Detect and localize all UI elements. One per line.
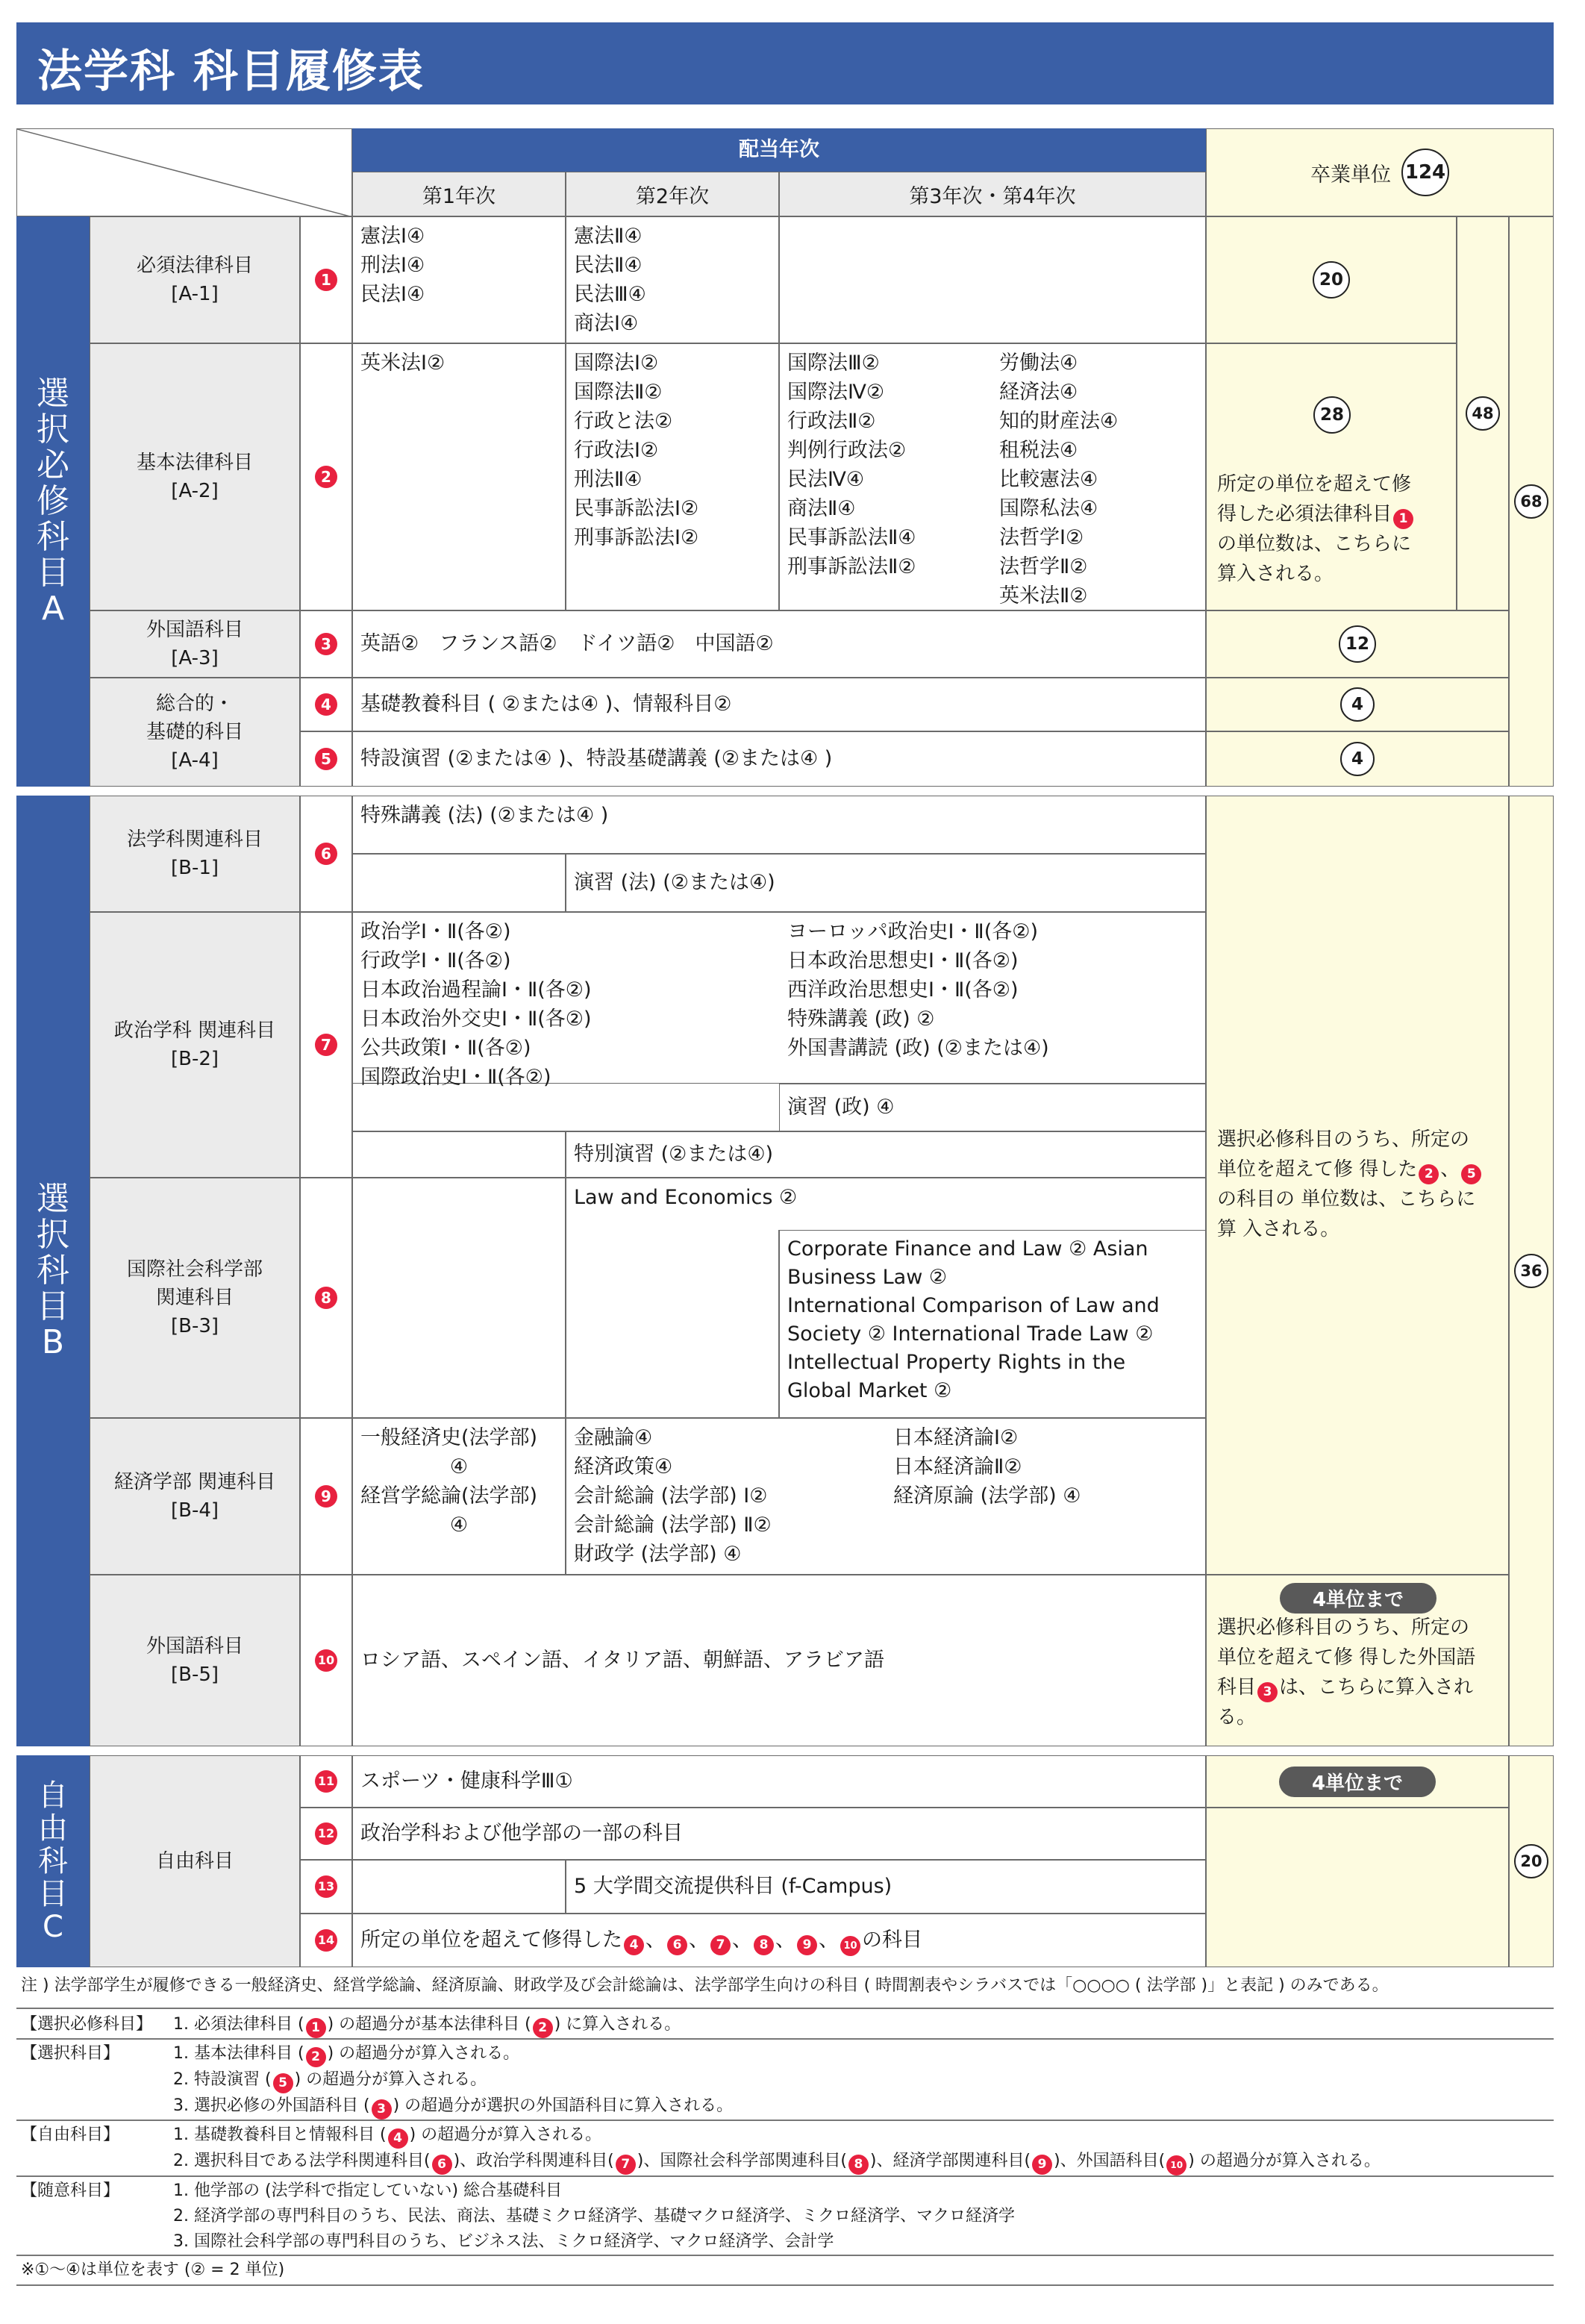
year2-header: 第2年次 (566, 172, 779, 216)
cat-b2: 政治学科 関連科目 [B-2] (90, 912, 300, 1178)
note-row-3: 【自由科目】 1. 基礎教養科目と情報科目 ( 4 ) の超過分が算入される。 2. 選択科目である法学科関連科目( 6 )、政治学科関連科目( 7 )、国際社会科学部関連科目( 8 )、経済学部関連科目( 9 )、外国語科目( 10 ) の超過分が算入される。 (16, 2120, 1554, 2175)
year1-header: 第1年次 (352, 172, 566, 216)
section-c-table (16, 1755, 1554, 1967)
num-b4: 9 (300, 1418, 352, 1575)
a2-year2: 国際法Ⅰ② 国際法Ⅱ② 行政と法② 行政法Ⅰ② 刑法Ⅱ④ 民事訴訟法Ⅰ② 刑事訴訟法Ⅰ② (566, 343, 779, 610)
a2-year34: 国際法Ⅲ② 国際法Ⅳ② 行政法Ⅱ② 判例行政法② 民法Ⅳ④ 商法Ⅱ④ 民事訴訟法Ⅱ④ 刑事訴訟法Ⅱ② 労働法④ 経済法④ 知的財産法④ 租税法④ 比較憲法④ 国際私法④ 法哲学Ⅰ② 法哲学Ⅱ② 英米法Ⅱ② (779, 343, 1206, 610)
c12-text: 政治学科および他学部の一部の科目 (352, 1808, 1206, 1860)
num-b5: 10 (300, 1575, 352, 1746)
cat-a1: 必須法律科目 [A-1] (90, 216, 300, 343)
years-header: 配当年次 (352, 128, 1206, 172)
cat-a2: 基本法律科目 [A-2] (90, 343, 300, 610)
b1-year1-blank (352, 854, 566, 912)
a1-year1: 憲法Ⅰ④ 刑法Ⅰ④ 民法Ⅰ④ (352, 216, 566, 343)
c13-year1-blank (352, 1860, 566, 1914)
a-subtotal-48: 48 (1457, 216, 1509, 610)
num-a1: 1 (300, 216, 352, 343)
a2-year1: 英米法Ⅰ② (352, 343, 566, 610)
b4-year1: 一般経済史(法学部) ④ 経営学総論(法学部) ④ (352, 1418, 566, 1575)
a4-courses: 基礎教養科目 ( ②または④ )、情報科目② (352, 678, 1206, 731)
c-units-blank (1206, 1808, 1509, 1967)
b2-courses: 政治学Ⅰ・Ⅱ(各②) 行政学Ⅰ・Ⅱ(各②) 日本政治過程論Ⅰ・Ⅱ(各②) 日本政治外交史Ⅰ・Ⅱ(各②) 公共政策Ⅰ・Ⅱ(各②) 国際政治史Ⅰ・Ⅱ(各②) ヨーロッパ政治史Ⅰ・Ⅱ(各②) 日本政治思想史Ⅰ・Ⅱ(各②) 西洋政治思想史Ⅰ・Ⅱ(各②) 特殊講義 (政) ② 外国書講読 (政) (②または④) (352, 912, 1206, 1084)
title-bar (16, 22, 1554, 104)
note-row-2: 【選択科目】 1. 基本法律科目 ( 2 ) の超過分が算入される。 2. 特設演習 ( 5 ) の超過分が算入される。 3. 選択必修の外国語科目 ( 3 ) の超過分が選択の外国語科目に算入される。 (16, 2038, 1554, 2120)
a4-units: 4 (1206, 678, 1509, 731)
b2-year1-blank (352, 1131, 566, 1178)
note-row-1: 【選択必修科目】 1. 必須法律科目 ( 1 ) の超過分が基本法律科目 ( 2 ) に算入される。 (16, 2008, 1554, 2038)
num-b1: 6 (300, 796, 352, 912)
page-title: 法学科 科目履修表 (37, 46, 425, 98)
b1-line2: 演習 (法) (②または④) (566, 854, 1206, 912)
a3-units: 12 (1206, 610, 1509, 678)
diagonal-line (17, 129, 353, 217)
c11-text: スポーツ・健康科学Ⅲ① (352, 1755, 1206, 1808)
grad-units-header: 卒業単位 124 (1206, 128, 1554, 216)
c14-text: 所定の単位を超えて修得した 4 、 6 、 7 、 8 、 9 、 10 の科目 (352, 1914, 1206, 1967)
b4-year234: 金融論④ 経済政策④ 会計総論 (法学部) Ⅰ② 会計総論 (法学部) Ⅱ② 財政学 (法学部) ④ 日本経済論Ⅰ② 日本経済論Ⅱ② 経済原論 (法学部) ④ (566, 1418, 1206, 1575)
num-c14: 14 (300, 1914, 352, 1967)
cat-b1: 法学科関連科目 [B-1] (90, 796, 300, 912)
b-units-note: 選択必修科目のうち、所定の 単位を超えて修 得した 2 、 5 の科目の 単位数は、こちらに 算 入される。 (1206, 796, 1509, 1575)
cat-a4: 総合的・ 基礎的科目 [A-4] (90, 678, 300, 787)
cat-b5: 外国語科目 [B-5] (90, 1575, 300, 1746)
b2-left-blank (352, 1084, 779, 1131)
num-c13: 13 (300, 1860, 352, 1914)
b-total-36: 36 (1509, 796, 1554, 1746)
b3-line1: Law and Economics ② (566, 1178, 1206, 1418)
section-b-table (16, 796, 1554, 1746)
year34-header: 第3年次・第4年次 (779, 172, 1206, 216)
notes-block (16, 1973, 1554, 2286)
section-c-label: 自由科目C (16, 1755, 90, 1967)
cat-a3: 外国語科目 [A-3] (90, 610, 300, 678)
a5-units: 4 (1206, 731, 1509, 787)
b5-units-note: 4単位まで 選択必修科目のうち、所定の 単位を超えて修 得した外国語 科目 3 は、こちらに算入され る。 (1206, 1575, 1509, 1746)
num-a5: 5 (300, 731, 352, 787)
b3-year1-blank (352, 1178, 566, 1418)
a1-year2: 憲法Ⅱ④ 民法Ⅱ④ 民法Ⅲ④ 商法Ⅰ④ (566, 216, 779, 343)
cat-b4: 経済学部 関連科目 [B-4] (90, 1418, 300, 1575)
num-b3: 8 (300, 1178, 352, 1418)
c11-units: 4単位まで (1206, 1755, 1509, 1808)
a2-units: 28 所定の単位を超えて修 得した必須法律科目 1 の単位数は、こちらに 算入される。 (1206, 343, 1457, 610)
note-main: 注 ) 法学部学生が履修できる一般経済史、経営学総論、経済原論、財政学及び会計総論は、法学部学生向けの科目 ( 時間割表やシラバスでは「○○○○ ( 法学部 )」と表記 ) のみである。 (21, 1976, 1389, 1995)
a3-courses: 英語② フランス語② ドイツ語② 中国語② (352, 610, 1206, 678)
num-c11: 11 (300, 1755, 352, 1808)
section-b-label: 選択科目B (16, 796, 90, 1746)
cat-c: 自由科目 (90, 1755, 300, 1967)
section-a-table (16, 128, 1554, 787)
note-footer: ※①～④は単位を表す (② = 2 単位) (16, 2255, 1554, 2286)
b3-year2-blank (566, 1230, 779, 1418)
b5-courses: ロシア語、スペイン語、イタリア語、朝鮮語、アラビア語 (352, 1575, 1206, 1746)
a1-units: 20 (1206, 216, 1457, 343)
num-c12: 12 (300, 1808, 352, 1860)
num-a2: 2 (300, 343, 352, 610)
num-a4: 4 (300, 678, 352, 731)
b1-line1: 特殊講義 (法) (②または④ ) (352, 796, 1206, 854)
note-row-4: 【随意科目】 1. 他学部の (法学科で指定していない) 総合基礎科目 2. 経済学部の専門科目のうち、民法、商法、基礎ミクロ経済学、基礎マクロ経済学、ミクロ経済学、マクロ経済学 3. 国際社会科学部の専門科目のうち、ビジネス法、ミクロ経済学、マクロ経済学、会計学 (16, 2175, 1554, 2255)
cat-b3: 国際社会科学部 関連科目 [B-3] (90, 1178, 300, 1418)
b2-seminar: 演習 (政) ④ (779, 1084, 1206, 1131)
c13-text: 5 大学間交流提供科目 (f-Campus) (566, 1860, 1206, 1914)
corner-cell (16, 128, 352, 216)
c-total-20: 20 (1509, 1755, 1554, 1967)
num-a3: 3 (300, 610, 352, 678)
a5-courses: 特設演習 (②または④ )、特設基礎講義 (②または④ ) (352, 731, 1206, 787)
num-b2: 7 (300, 912, 352, 1178)
b2-special: 特別演習 (②または④) (566, 1131, 1206, 1178)
b3-english: Corporate Finance and Law ② Asian Business Law ② International Comparison of Law and Society ② International Trade Law ② Intellectual Property Rights in the Global Market ② (779, 1230, 1206, 1418)
section-a-label: 選択必修科目A (16, 216, 90, 787)
a-total-68: 68 (1509, 216, 1554, 787)
a1-year34 (779, 216, 1206, 343)
grad-units-circle: 124 (1401, 149, 1449, 196)
